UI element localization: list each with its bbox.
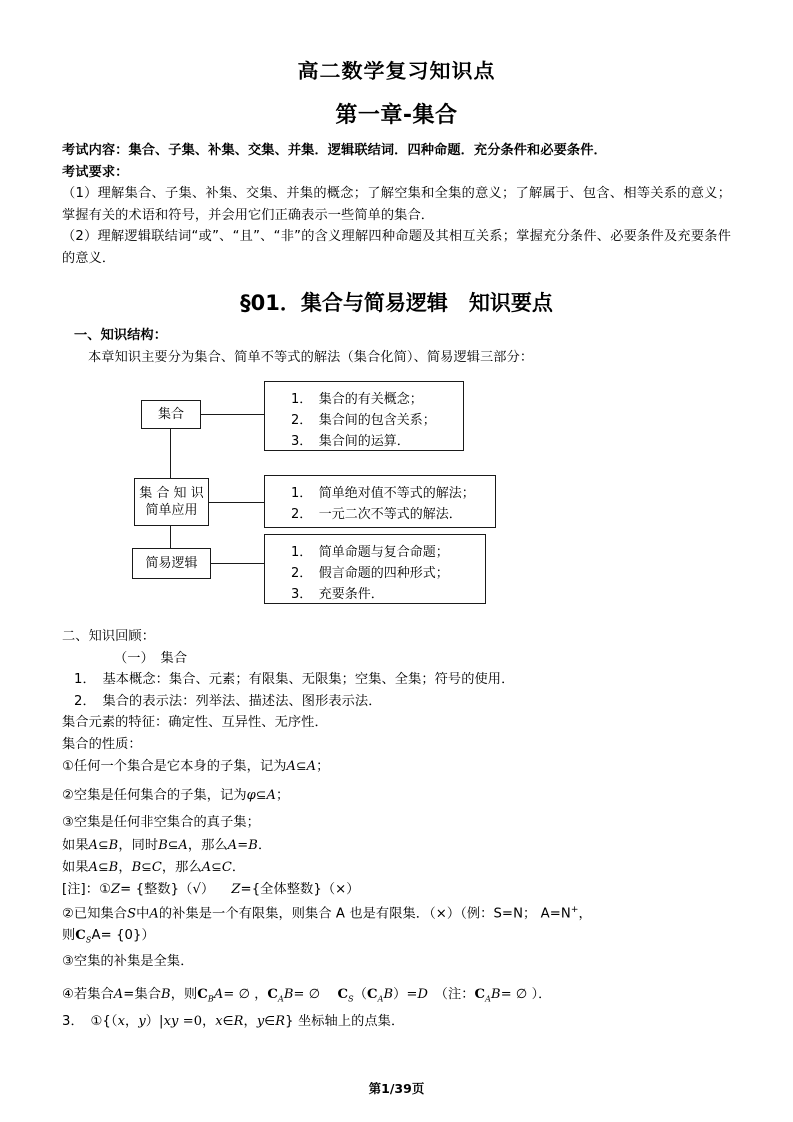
prop4-end: ． (257, 837, 272, 853)
prop5-m3: B (131, 860, 142, 875)
exam-content-text: 集合、子集、补集、交集、并集．逻辑联结词．四种命题．充分条件和必要条件． (128, 143, 607, 158)
diagram-node-application-label-1: 集 合 知 识 (139, 486, 204, 501)
exam-requirement-label: 考试要求： (62, 164, 129, 180)
diagram-connector-1 (201, 414, 264, 415)
prop5-mid: ，那么 (161, 860, 202, 875)
complement-sub-1: S (85, 935, 92, 945)
complement-sub-2: B (207, 994, 214, 1004)
item3-xy: xy (163, 1013, 179, 1029)
prop4-equals: = (237, 837, 249, 853)
prop5-s3: ⊆ (211, 859, 222, 874)
diagram-box1-item-3: 3． 集合间的运算． (291, 434, 410, 449)
item3-in2: ∈ (264, 1012, 276, 1028)
prop5-end: ． (231, 860, 246, 875)
prop4-m6: B (248, 837, 258, 853)
item3-pre: 3． ①{（ (62, 1013, 118, 1029)
prop5-m5: A (201, 860, 212, 875)
note2-superscript: + (570, 905, 579, 915)
prop4-m2: B (108, 837, 119, 853)
diagram-detail-box-2 (264, 475, 496, 528)
review-item-1: 1． 基本概念：集合、元素；有限集、无限集；空集、全集；符号的使用． (74, 672, 515, 687)
prop4-pre: 如果 (62, 837, 89, 853)
note4-eq: =集合 (123, 986, 162, 1002)
note4-e2: = ∅ (293, 986, 338, 1002)
prop1-subset-symbol: ⊆ (296, 758, 307, 773)
note-line-1 (62, 879, 731, 901)
note4-d: D (417, 986, 428, 1002)
review-item-3 (62, 1010, 731, 1033)
review-subheading: （一） 集合 (114, 650, 188, 666)
item3-x: x (117, 1013, 126, 1029)
review-property-1 (62, 755, 731, 778)
note4-b: B (161, 986, 171, 1002)
diagram-box3-item-1: 1． 简单命题与复合命题； (291, 545, 449, 560)
diagram-connector-2 (209, 502, 264, 503)
complement-c-3: C (267, 986, 278, 1002)
diagram-connector-spine-1 (170, 429, 171, 478)
prop5-s1: ⊆ (98, 859, 109, 874)
note1-marker: ① (99, 881, 112, 897)
prop1-math-b: A (306, 759, 317, 774)
diagram-box2-item-2: 2． 一元二次不等式的解法． (291, 507, 462, 522)
prop5-m2: B (108, 860, 119, 875)
diagram-node-set-label: 集合 (157, 407, 184, 422)
note1-z-symbol-2: Z (231, 881, 241, 897)
prop4-m3: B (158, 837, 168, 853)
complement-sub-4: S (348, 994, 354, 1004)
note2b-rest: A= {0}） (91, 927, 155, 943)
prop4-m4: A (178, 837, 188, 853)
complement-c-4: C (337, 986, 349, 1002)
prop4-s1: ⊆ (98, 836, 109, 852)
prop5-s2: ⊆ (141, 859, 152, 874)
complement-symbol-2 (197, 987, 214, 1002)
review-property-4 (62, 834, 731, 857)
note-line-3: ③空集的补集是全集． (62, 954, 194, 970)
note2-pre: ②已知集合 (62, 906, 128, 922)
item3-R2: R (275, 1013, 286, 1029)
prop4-m5: A (227, 837, 238, 853)
note2b-pre: 则 (62, 927, 76, 943)
complement-c-6: C (474, 986, 486, 1002)
note4-a: A (113, 986, 124, 1002)
note4-mid: ，则 (170, 986, 198, 1002)
note4-note-open: （注： (427, 986, 475, 1002)
note2-s-symbol: S (127, 906, 137, 922)
complement-symbol-5 (367, 987, 384, 1002)
note2-end: ， (578, 906, 592, 922)
complement-c-1: C (75, 927, 86, 943)
diagram-connector-3 (211, 563, 264, 564)
exam-requirement-1: （1）理解集合、子集、补集、交集、并集的概念；了解空集和全集的意义；了解属于、包含、相等关系的意义；掌握有关的术语和符号，并会用它们正确表示一些简单的集合． (62, 186, 731, 223)
item3-in1: ∈ (222, 1012, 234, 1028)
diagram-detail-box-1 (264, 381, 464, 451)
structure-heading: 一、知识结构： (74, 328, 168, 343)
item3-c1: ， (125, 1013, 139, 1029)
prop1-math-a: A (286, 759, 297, 774)
exam-requirement-2: （2）理解逻辑联结词“或”、“且”、“非”的含义理解四种命题及其相互关系；掌握充分条件、必要条件及充要条件的意义． (62, 229, 731, 266)
document-title: 高二数学复习知识点 (297, 59, 496, 82)
note4-pre: ④若集合 (62, 986, 114, 1002)
diagram-box3-item-3: 3． 充要条件． (291, 587, 384, 602)
diagram-box1-item-1: 1． 集合的有关概念； (291, 392, 423, 407)
prop1-text: ①任何一个集合是它本身的子集，记为 (62, 759, 287, 774)
note-line-2b (62, 925, 731, 951)
diagram-node-application (134, 478, 209, 526)
diagram-box2-item-1: 1． 简单绝对值不等式的解法； (291, 486, 475, 501)
prop5-m6: C (221, 860, 232, 875)
prop2-end: ； (275, 787, 290, 803)
prop4-s2: ⊆ (167, 836, 179, 852)
prop5-pre: 如果 (62, 860, 89, 875)
complement-c-2: C (197, 986, 208, 1002)
complement-sub-6: A (485, 994, 492, 1004)
review-item-2: 2． 集合的表示法：列举法、描述法、图形表示法． (74, 693, 382, 709)
complement-symbol-6 (475, 987, 492, 1002)
note4-e3: = ∅ ）． (500, 986, 552, 1002)
prop4-mid2: ，那么 (187, 837, 228, 853)
chapter-title: 第一章-集合 (335, 103, 458, 128)
note2-mid1: 中 (136, 906, 150, 922)
note4-eqd: = (406, 986, 418, 1002)
exam-content-line (62, 140, 731, 162)
diagram-node-application-label-2: 简单应用 (145, 503, 198, 518)
item3-c2: ）| (145, 1013, 164, 1029)
page-content (62, 0, 731, 1032)
diagram-detail-box-3 (264, 534, 486, 604)
item3-y2: y (256, 1013, 265, 1029)
note4-e1: = ∅ ， (223, 986, 268, 1002)
note-line-2 (62, 900, 731, 925)
item3-eq: =0， (178, 1013, 216, 1029)
note4-c1a: A (213, 986, 224, 1002)
prop5-m1: A (88, 860, 99, 875)
review-feature-line: 集合元素的特征：确定性、互异性、无序性． (62, 715, 328, 730)
exam-content-label: 考试内容： (62, 143, 129, 158)
review-property-3: ③空集是任何非空集合的真子集； (62, 815, 260, 830)
knowledge-structure-diagram (62, 378, 731, 626)
diagram-node-logic-label: 简易逻辑 (145, 556, 198, 571)
prop5-m4: C (151, 860, 162, 875)
note1-text-c: ={全体整数}（×） (240, 881, 360, 897)
review-property-5 (62, 856, 731, 879)
prop2-subset-symbol: ⊆ (255, 786, 267, 802)
item3-c3: ， (243, 1013, 257, 1029)
note4-c2b: B (283, 986, 294, 1002)
complement-symbol-4 (337, 987, 353, 1002)
prop1-end: ； (316, 759, 330, 774)
note-label: [注]： (62, 881, 100, 897)
note1-z-symbol: Z (111, 881, 121, 897)
review-property-label: 集合的性质： (62, 736, 142, 752)
prop4-mid: ，同时 (118, 837, 159, 853)
note-line-4 (62, 984, 731, 1010)
review-heading: 二、知识回顾： (62, 629, 156, 644)
complement-c-5: C (366, 986, 378, 1002)
complement-sub-5: A (377, 994, 384, 1004)
item3-y: y (138, 1013, 146, 1029)
diagram-node-set (141, 400, 201, 429)
structure-intro: 本章知识主要分为集合、简单不等式的解法（集合化简）、简易逻辑三部分： (88, 349, 534, 365)
note4-b3: B (491, 986, 501, 1002)
diagram-box3-item-2: 2． 假言命题的四种形式； (291, 566, 449, 581)
note1-text-b: = {整数}（√） (120, 881, 215, 897)
prop2-text: ②空集是任何集合的子集，记为 (62, 787, 247, 803)
complement-symbol-1 (75, 928, 91, 943)
prop2-math-a: A (266, 787, 276, 803)
note4-paren-close: ） (393, 986, 407, 1002)
prop2-phi: φ (246, 787, 256, 803)
note4-paren-open: （ (353, 986, 367, 1002)
complement-symbol-3 (267, 987, 284, 1002)
diagram-node-logic (132, 548, 211, 579)
review-property-2 (62, 784, 731, 807)
note2-mid2: 的补集是一个有限集，则集合 A 也是有限集．（×）（例：S=N； A=N (158, 906, 571, 922)
note2-a-symbol: A (149, 906, 159, 922)
item3-x2: x (215, 1013, 223, 1029)
prop5-c1: ， (118, 860, 132, 875)
complement-sub-3: A (277, 994, 284, 1004)
diagram-box1-item-2: 2． 集合间的包含关系； (291, 413, 436, 428)
page-footer: 第1/39页 (368, 1081, 425, 1096)
item3-tail: } 坐标轴上的点集． (285, 1013, 405, 1029)
prop4-m1: A (88, 837, 99, 853)
note4-b2: B (383, 986, 394, 1002)
section-title: §01．集合与简易逻辑 知识要点 (240, 291, 553, 315)
item3-R: R (233, 1013, 244, 1029)
